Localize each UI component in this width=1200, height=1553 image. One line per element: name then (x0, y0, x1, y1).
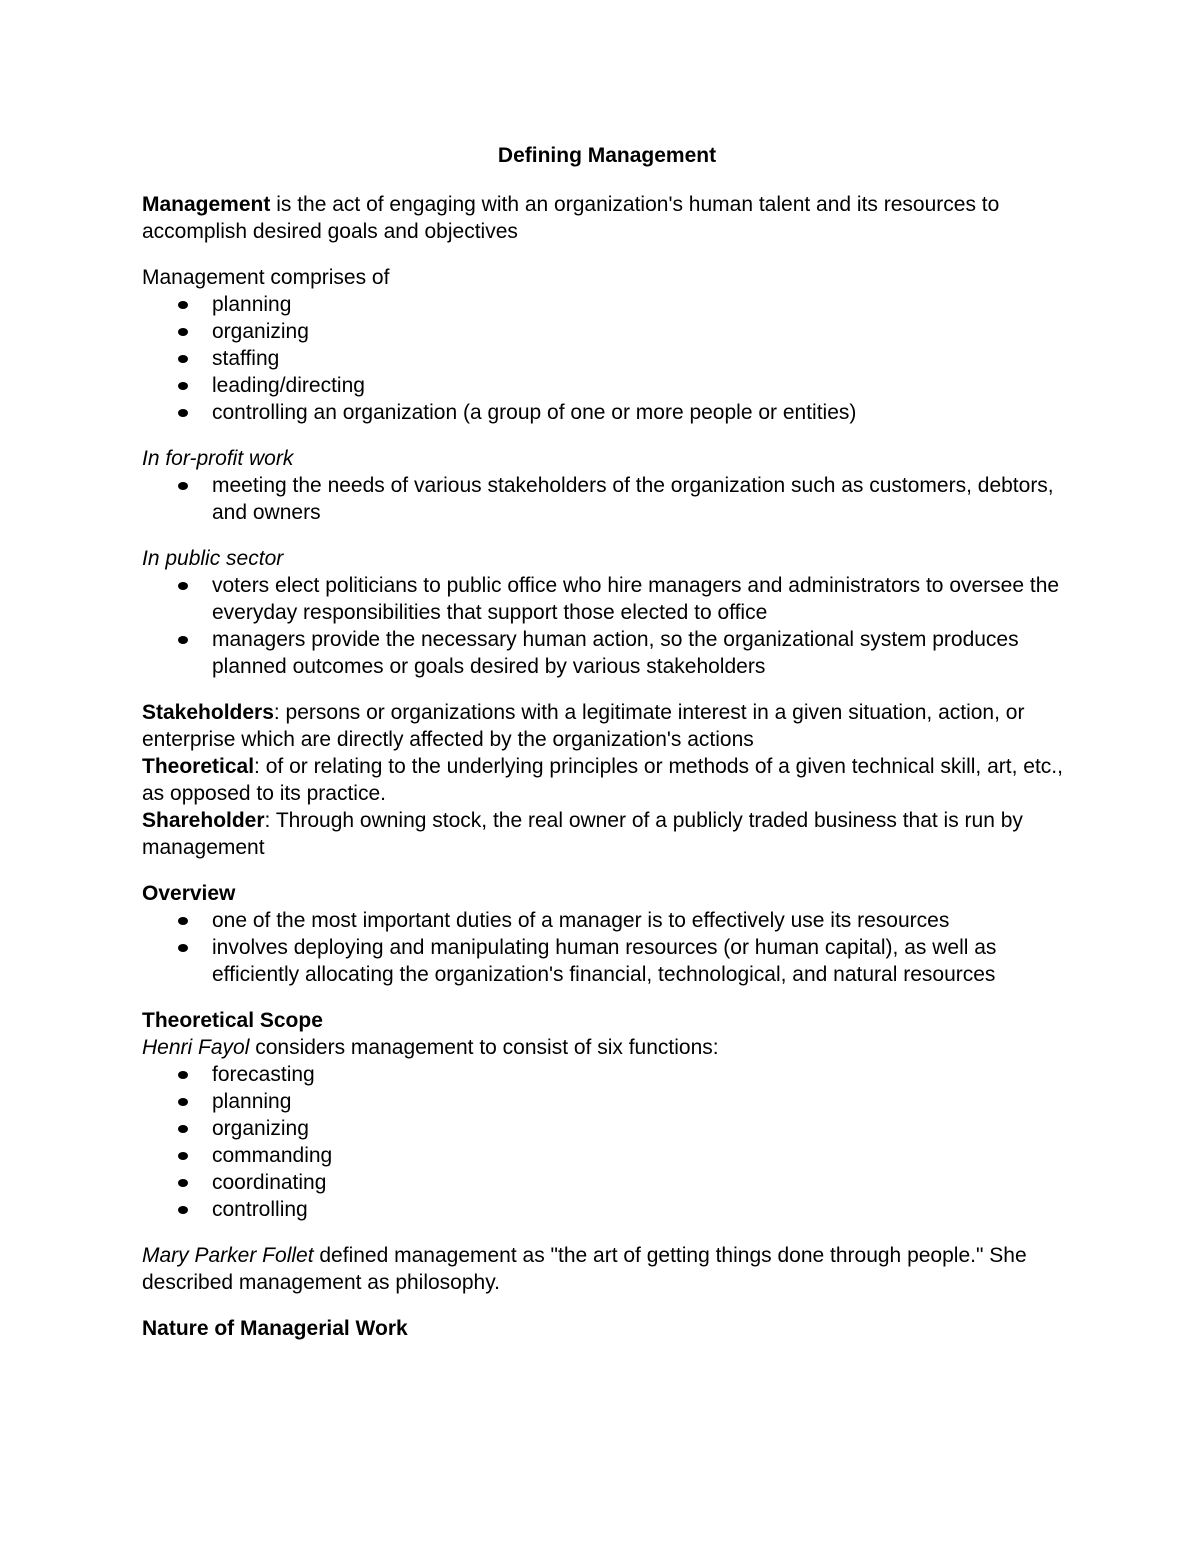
bullet-icon (178, 409, 188, 417)
bullet-icon (178, 917, 188, 925)
list-item-text: meeting the needs of various stakeholders of the organization such as customers, debtors, and owners (212, 474, 1054, 524)
bullet-icon (178, 1179, 188, 1187)
for-profit-lead: In for-profit work (142, 447, 294, 470)
list-item (142, 1115, 1072, 1142)
overview-heading: Overview (142, 882, 236, 905)
bullet-icon (178, 1098, 188, 1106)
list-item-text: planning (212, 1090, 292, 1113)
list-item-text: organizing (212, 1117, 309, 1140)
list-item-text: managers provide the necessary human action, so the organizational system produces planned outcomes or goals desired by various stakeholders (212, 628, 1019, 678)
intro-text: is the act of engaging with an organization's human talent and its resources to accomplish desired goals and objectives (142, 193, 1000, 243)
list-item-text: controlling (212, 1198, 308, 1221)
bullet-icon (178, 355, 188, 363)
follet-paragraph (142, 1242, 1072, 1296)
list-item (142, 345, 1072, 372)
definition-shareholder (142, 807, 1072, 861)
list-item-text: controlling an organization (a group of one or more people or entities) (212, 401, 857, 424)
definition-text: : of or relating to the underlying principles or methods of a given technical skill, art, etc., as opposed to its practice. (142, 755, 1063, 805)
fayol-functions-list (142, 1061, 1072, 1223)
document-page (142, 140, 1072, 1342)
bullet-icon (178, 328, 188, 336)
list-item (142, 626, 1072, 680)
list-item-text: organizing (212, 320, 309, 343)
definition-theoretical (142, 753, 1072, 807)
comprises-lead: Management comprises of (142, 266, 390, 289)
for-profit-list (142, 472, 1072, 526)
overview-list (142, 907, 1072, 988)
list-item-text: leading/directing (212, 374, 365, 397)
bullet-icon (178, 1206, 188, 1214)
bullet-icon (178, 944, 188, 952)
list-item (142, 291, 1072, 318)
bullet-icon (178, 1125, 188, 1133)
theoretical-scope-heading: Theoretical Scope (142, 1009, 323, 1032)
bullet-icon (178, 636, 188, 644)
fayol-lead (142, 1034, 1072, 1061)
list-item (142, 318, 1072, 345)
list-item (142, 1061, 1072, 1088)
list-item (142, 934, 1072, 988)
definition-text: : persons or organizations with a legitimate interest in a given situation, action, or enterprise which are directly affected by the organization's actions (142, 701, 1025, 751)
list-item-text: voters elect politicians to public office who hire managers and administrators to oversee the everyday responsibilities that support those elected to office (212, 574, 1060, 624)
list-item-text: coordinating (212, 1171, 327, 1194)
list-item (142, 1196, 1072, 1223)
list-item (142, 399, 1072, 426)
document-title: Defining Management (497, 144, 717, 167)
definition-stakeholders (142, 699, 1072, 753)
bullet-icon (178, 1152, 188, 1160)
comprises-list (142, 291, 1072, 426)
intro-term: Management (142, 193, 271, 216)
definition-term: Theoretical (142, 755, 255, 778)
list-item (142, 572, 1072, 626)
definition-term: Stakeholders (142, 701, 274, 724)
public-sector-list (142, 572, 1072, 680)
bullet-icon (178, 301, 188, 309)
nature-heading: Nature of Managerial Work (142, 1317, 408, 1340)
list-item-text: planning (212, 293, 292, 316)
list-item (142, 1088, 1072, 1115)
list-item (142, 372, 1072, 399)
bullet-icon (178, 482, 188, 490)
list-item (142, 1169, 1072, 1196)
follet-author: Mary Parker Follet (142, 1244, 314, 1267)
bullet-icon (178, 582, 188, 590)
list-item-text: staffing (212, 347, 280, 370)
list-item (142, 472, 1072, 526)
list-item (142, 907, 1072, 934)
intro-paragraph (142, 191, 1072, 245)
bullet-icon (178, 1071, 188, 1079)
list-item (142, 1142, 1072, 1169)
list-item-text: forecasting (212, 1063, 315, 1086)
follet-text: defined management as "the art of getting things done through people." She described management as philosophy. (142, 1244, 1027, 1294)
fayol-author: Henri Fayol (142, 1036, 250, 1059)
definition-term: Shareholder (142, 809, 265, 832)
definition-text: : Through owning stock, the real owner of a publicly traded business that is run by management (142, 809, 1023, 859)
list-item-text: involves deploying and manipulating human resources (or human capital), as well as efficiently allocating the organization's financial, technological, and natural resources (212, 936, 997, 986)
public-sector-lead: In public sector (142, 547, 284, 570)
list-item-text: one of the most important duties of a manager is to effectively use its resources (212, 909, 950, 932)
list-item-text: commanding (212, 1144, 333, 1167)
bullet-icon (178, 382, 188, 390)
fayol-lead-text: considers management to consist of six functions: (249, 1036, 719, 1059)
